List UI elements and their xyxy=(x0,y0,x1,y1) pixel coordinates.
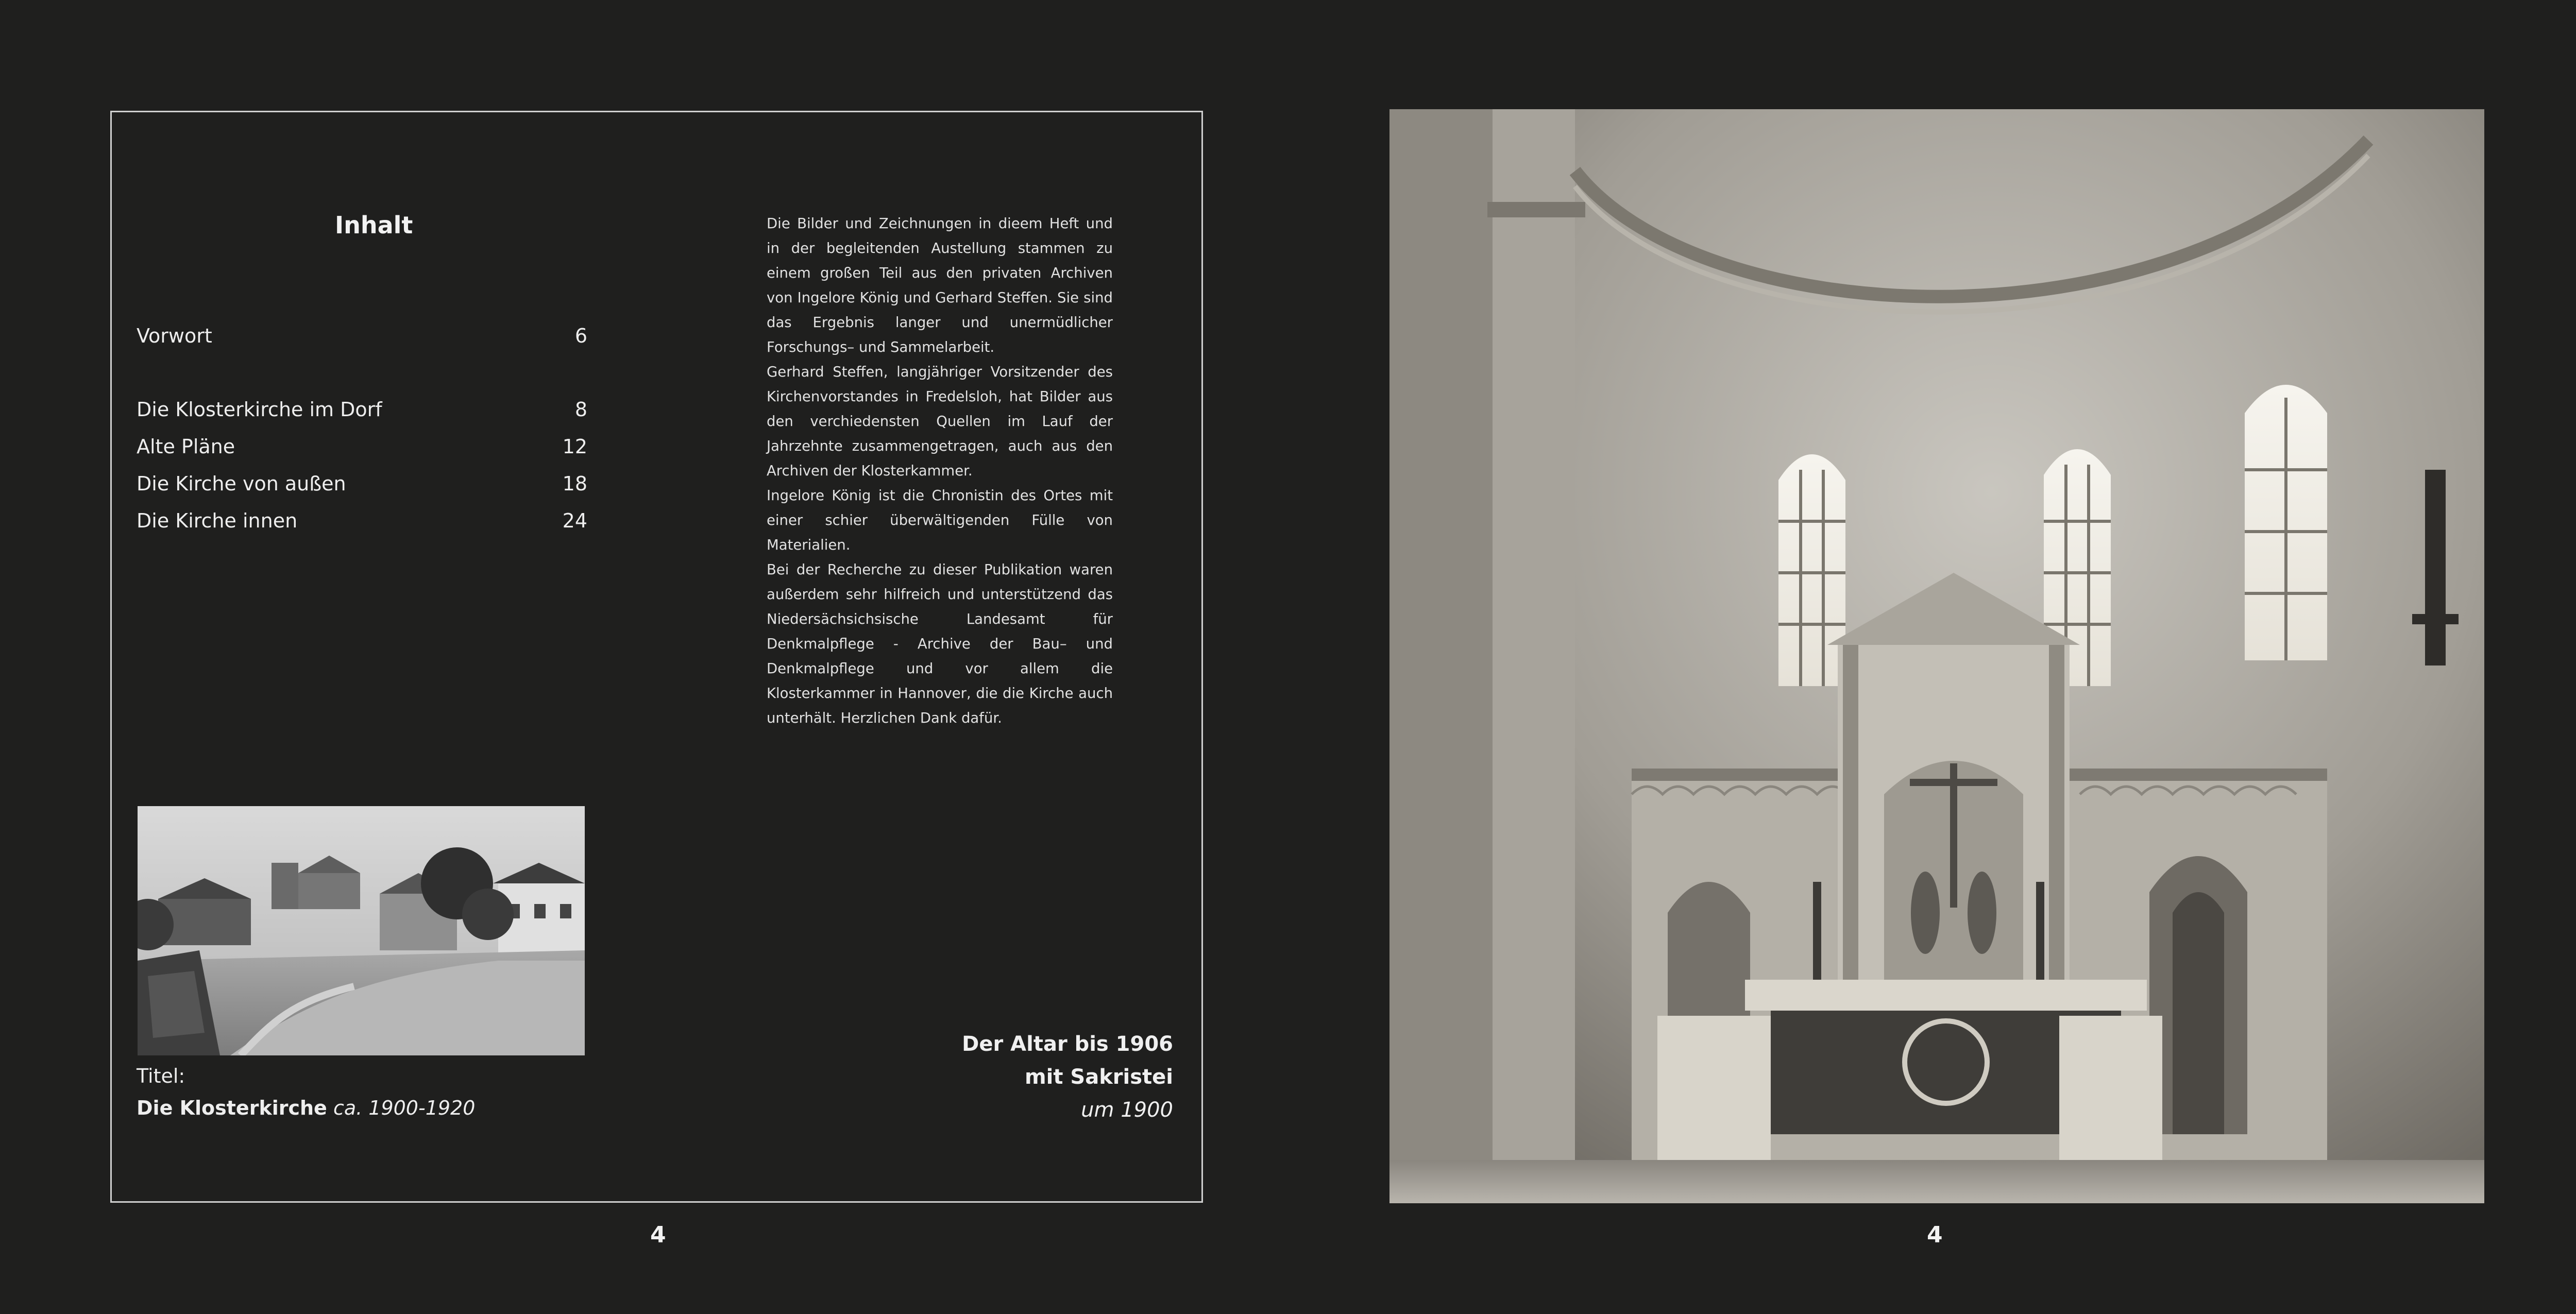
toc-entry-title: Vorwort xyxy=(137,325,212,347)
altar-caption-line1: Der Altar bis 1906 xyxy=(962,1032,1173,1056)
toc-entry-kirche-innen xyxy=(137,509,587,540)
cover-caption-date: ca. 1900-1920 xyxy=(333,1097,476,1119)
right-page-number: 4 xyxy=(1927,1222,1943,1248)
toc-entry-page: 24 xyxy=(562,509,587,532)
toc-entry-page: 18 xyxy=(562,472,587,495)
left-page-number: 4 xyxy=(650,1222,666,1248)
toc-entry-klosterkirche-im-dorf xyxy=(137,398,587,429)
cover-caption-title: Die Klosterkirche xyxy=(137,1097,327,1119)
cover-thumbnail-photo xyxy=(138,806,585,1055)
toc-entry-title: Die Kirche innen xyxy=(137,509,298,532)
toc-entry-kirche-von-aussen xyxy=(137,472,587,503)
cover-caption-title-line xyxy=(137,1092,475,1124)
altar-caption-line2: mit Sakristei xyxy=(1024,1065,1173,1089)
intro-paragraph: Bei der Recherche zu dieser Publikation waren außerdem sehr hilfreich und unterstützend das Niedersächsichsische Landesamt für Denkmalpflege - Archive der Bau– und Denkmalpflege und vor allem die Klosterkammer in Hannover, die die Kirche auch unterhält. Herzlichen Dank dafür. xyxy=(767,561,1113,726)
toc-heading: Inhalt xyxy=(335,211,413,239)
intro-paragraph: Ingelore König ist die Chronistin des Ortes mit einer schier überwältigenden Fülle von Materialien. xyxy=(767,487,1113,553)
toc-entry-page: 12 xyxy=(562,435,587,458)
toc-entry-page: 8 xyxy=(574,398,587,421)
toc-entry-alte-plaene xyxy=(137,435,587,466)
toc-entry-title: Die Klosterkirche im Dorf xyxy=(137,398,382,421)
intro-text xyxy=(767,211,1113,730)
altar-photo-caption xyxy=(962,1028,1173,1127)
altar-caption-date: um 1900 xyxy=(1081,1098,1173,1122)
toc-entry-vorwort xyxy=(137,325,587,355)
cover-caption-label: Titel: xyxy=(137,1065,185,1087)
toc-entry-title: Alte Pläne xyxy=(137,435,235,458)
altar-photo xyxy=(1389,109,2484,1203)
intro-paragraph: Gerhard Steffen, langjähriger Vorsitzender des Kirchenvorstandes in Fredelsloh, hat Bilder aus den verchiedensten Quellen im Lauf der Jahrzehnte zusammengetragen, auch aus den Archiven der Klosterkammer. xyxy=(767,364,1113,479)
toc-entry-title: Die Kirche von außen xyxy=(137,472,346,495)
toc-entry-page: 6 xyxy=(574,325,587,347)
cover-caption xyxy=(137,1060,475,1124)
intro-paragraph: Die Bilder und Zeichnungen in dieem Heft und in der begleitenden Austellung stammen zu einem großen Teil aus den privaten Archiven von Ingelore König und Gerhard Steffen. Sie sind das Ergebnis langer und unermüdlicher Forschungs– und Sammelarbeit. xyxy=(767,215,1113,355)
